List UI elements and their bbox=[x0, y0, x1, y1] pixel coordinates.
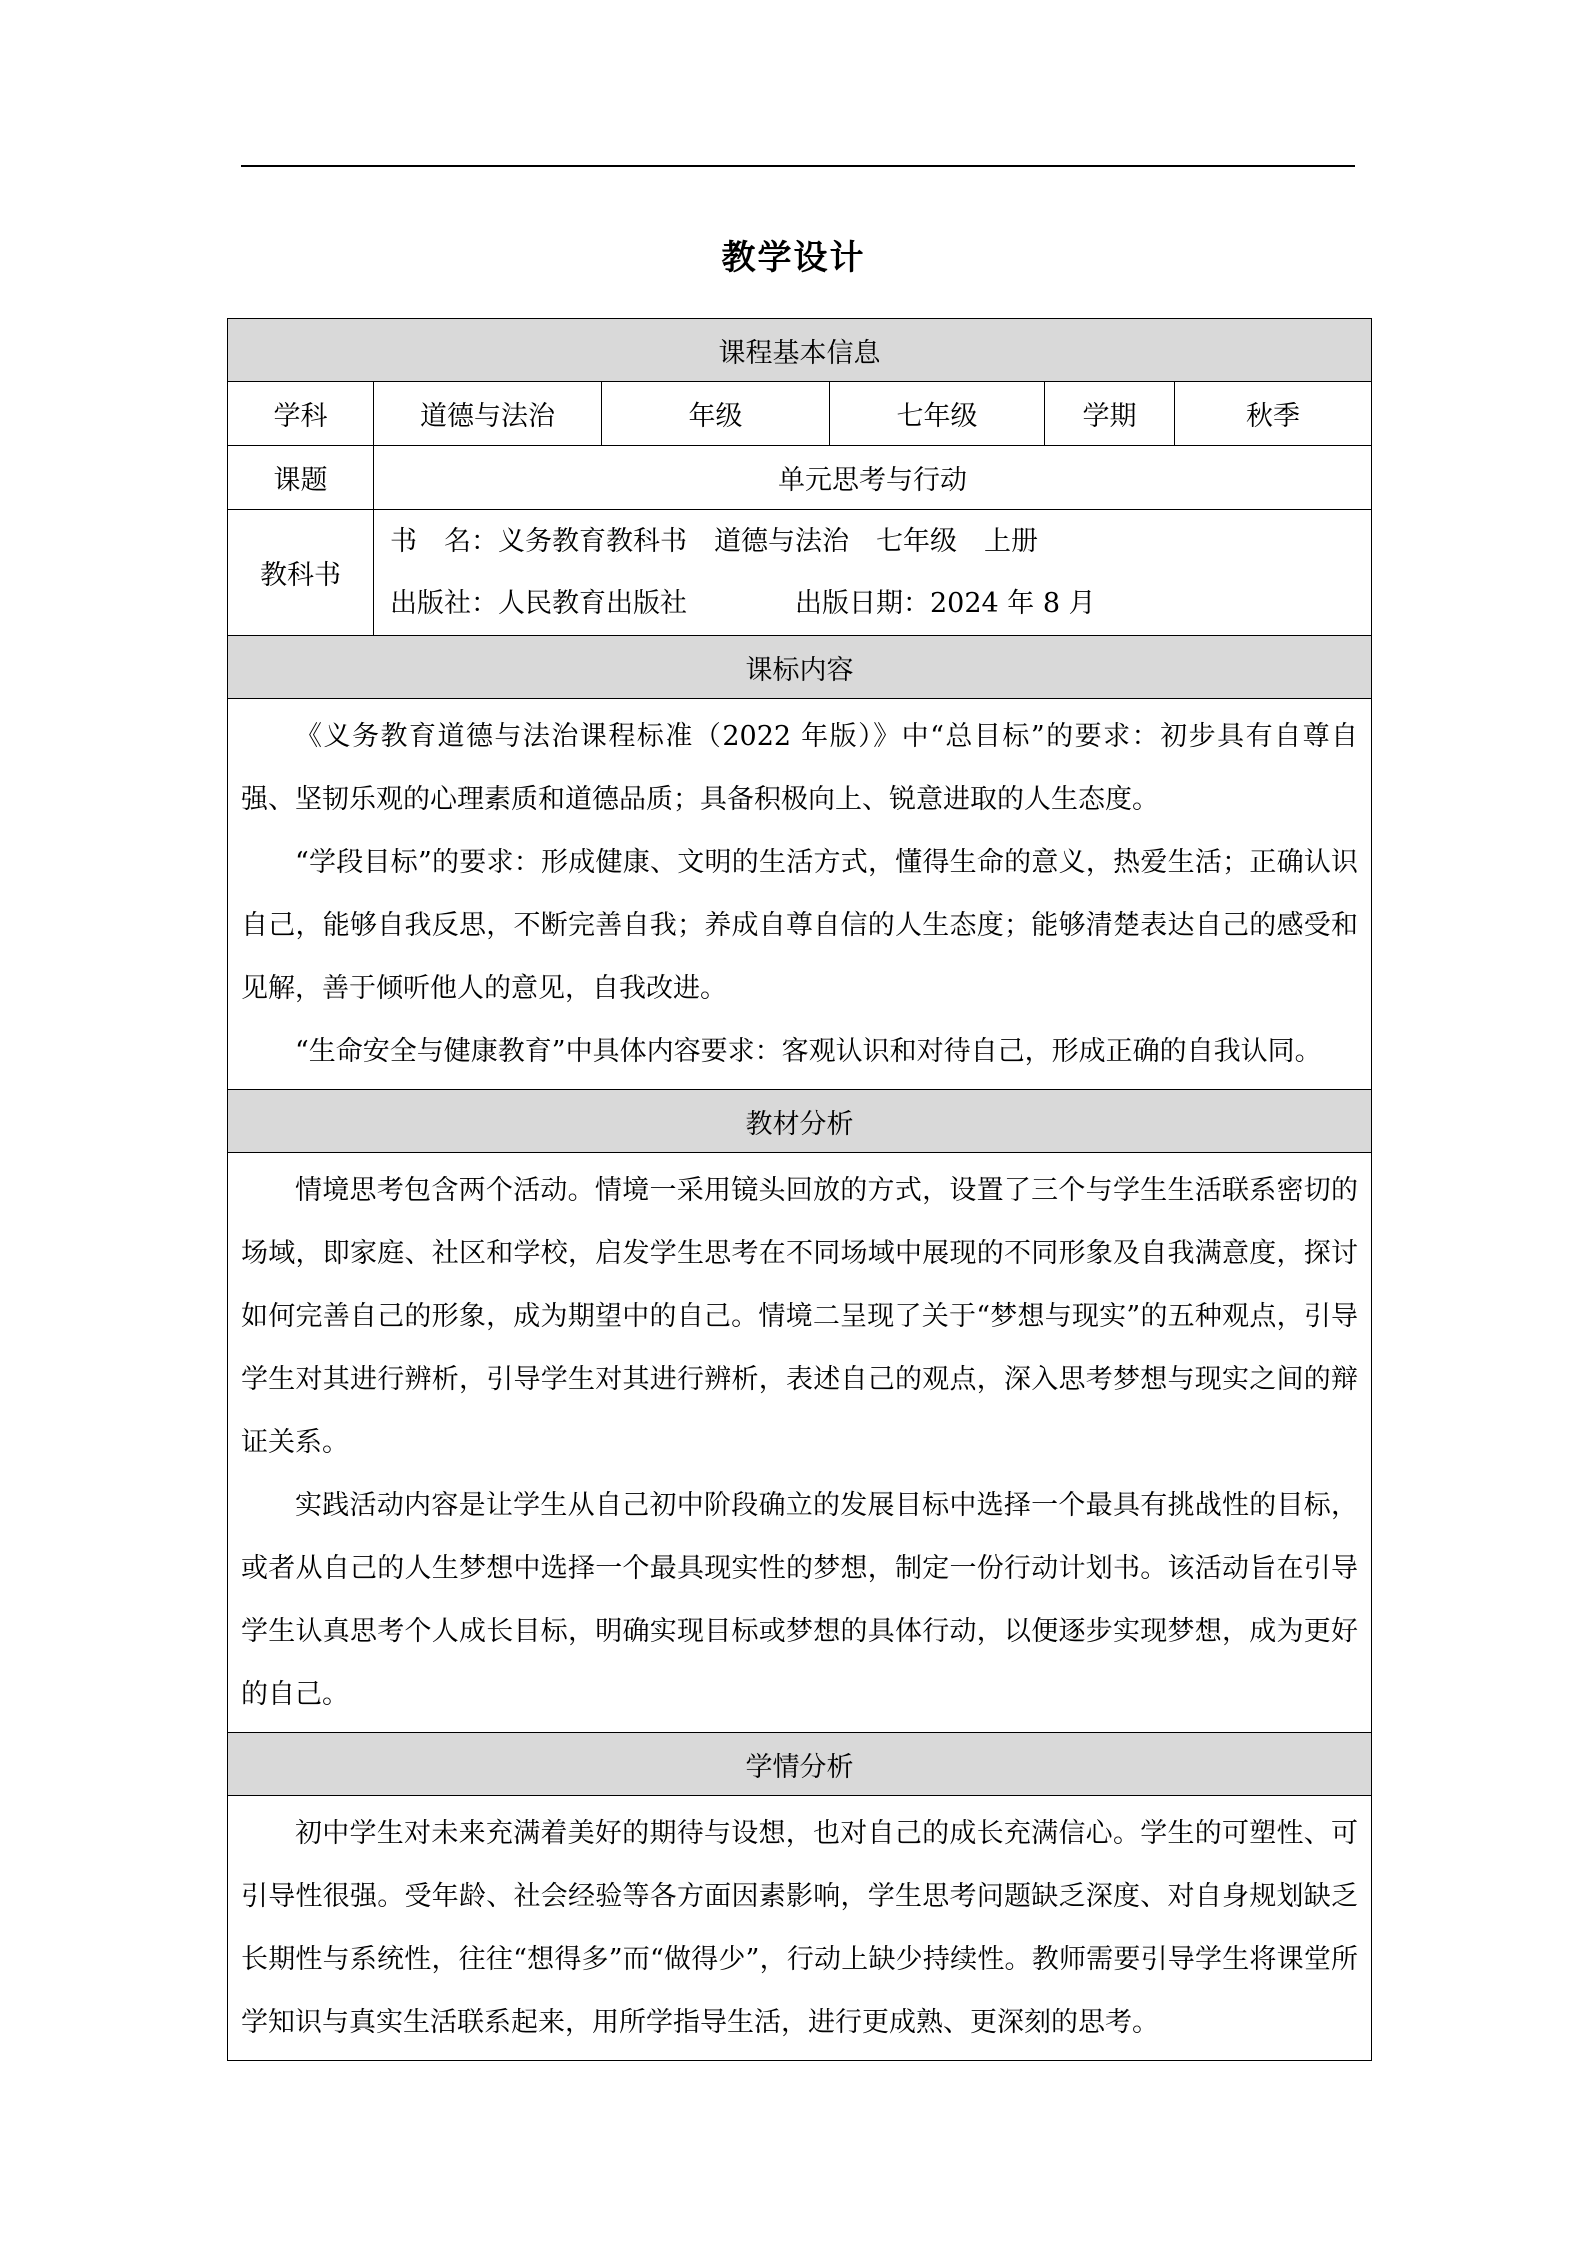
textbook-info bbox=[374, 510, 1372, 636]
textbook-analysis-content bbox=[228, 1153, 1372, 1733]
term-label: 学期 bbox=[1045, 382, 1175, 446]
grade-label: 年级 bbox=[602, 382, 830, 446]
section-header-curriculum-standard: 课标内容 bbox=[228, 636, 1372, 699]
section-header-textbook-analysis: 教材分析 bbox=[228, 1090, 1372, 1153]
textbook-analysis-paragraph: 实践活动内容是让学生从自己初中阶段确立的发展目标中选择一个最具有挑战性的目标，或者从自己的人生梦想中选择一个最具现实性的梦想，制定一份行动计划书。该活动旨在引导学生认真思考个人成长目标，明确实现目标或梦想的具体行动，以便逐步实现梦想，成为更好的自己。 bbox=[241, 1490, 1359, 1710]
topic-value: 单元思考与行动 bbox=[374, 446, 1372, 510]
document-title: 教学设计 bbox=[721, 238, 866, 278]
term-value: 秋季 bbox=[1175, 382, 1372, 446]
student-analysis-paragraph: 初中学生对未来充满着美好的期待与设想，也对自己的成长充满信心。学生的可塑性、可引导性很强。受年龄、社会经验等各方面因素影响，学生思考问题缺乏深度、对自身规划缺乏长期性与系统性，往往“想得多”而“做得少”，行动上缺少持续性。教师需要引导学生将课堂所学知识与真实生活联系起来，用所学指导生活，进行更成熟、更深刻的思考。 bbox=[241, 1818, 1359, 2038]
textbook-label: 教科书 bbox=[228, 510, 374, 636]
subject-label: 学科 bbox=[228, 382, 374, 446]
curriculum-paragraph: “生命安全与健康教育”中具体内容要求：客观认识和对待自己，形成正确的自我认同。 bbox=[295, 1036, 1322, 1067]
section-header-student-analysis: 学情分析 bbox=[228, 1733, 1372, 1796]
textbook-analysis-paragraph: 情境思考包含两个活动。情境一采用镜头回放的方式，设置了三个与学生生活联系密切的场域，即家庭、社区和学校，启发学生思考在不同场域中展现的不同形象及自我满意度，探讨如何完善自己的形象，成为期望中的自己。情境二呈现了关于“梦想与现实”的五种观点，引导学生对其进行辨析，引导学生对其进行辨析，表述自己的观点，深入思考梦想与现实之间的辩证关系。 bbox=[241, 1175, 1359, 1458]
section-header-basic-info: 课程基本信息 bbox=[228, 319, 1372, 382]
curriculum-paragraph: 《义务教育道德与法治课程标准（2022 年版）》中“总目标”的要求：初步具有自尊自强、坚韧乐观的心理素质和道德品质；具备积极向上、锐意进取的人生态度。 bbox=[241, 721, 1359, 815]
textbook-title-line: 书 名：义务教育教科书 道德与法治 七年级 上册 bbox=[390, 525, 1038, 557]
curriculum-standard-content bbox=[228, 699, 1372, 1090]
textbook-publisher-line: 出版社：人民教育出版社 出版日期：2024 年 8 月 bbox=[390, 587, 1096, 619]
header-rule bbox=[241, 165, 1355, 167]
subject-value: 道德与法治 bbox=[374, 382, 602, 446]
lesson-design-table bbox=[227, 318, 1372, 2061]
topic-label: 课题 bbox=[228, 446, 374, 510]
student-analysis-content bbox=[228, 1796, 1372, 2061]
curriculum-paragraph: “学段目标”的要求：形成健康、文明的生活方式，懂得生命的意义，热爱生活；正确认识自己，能够自我反思，不断完善自我；养成自尊自信的人生态度；能够清楚表达自己的感受和见解，善于倾听他人的意见，自我改进。 bbox=[241, 847, 1359, 1004]
grade-value: 七年级 bbox=[830, 382, 1045, 446]
